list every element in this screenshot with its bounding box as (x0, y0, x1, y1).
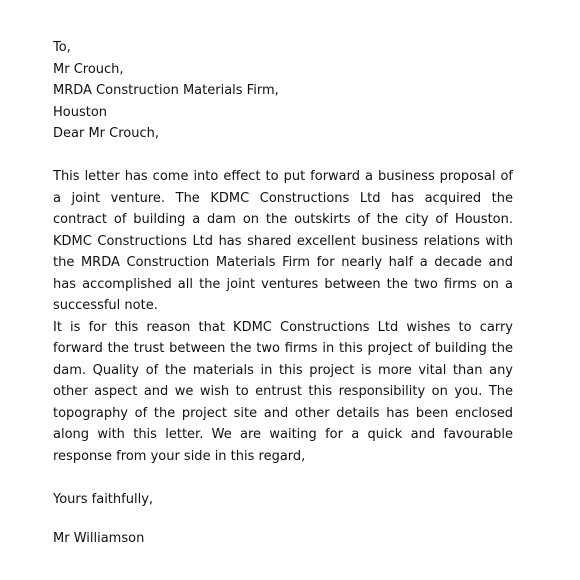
signature-name: Mr Williamson (53, 531, 145, 546)
salutation-to: To, (53, 40, 71, 55)
spacer (53, 510, 513, 528)
recipient-name: Mr Crouch, (53, 61, 124, 77)
spacer (53, 145, 513, 167)
body-paragraph-2: It is for this reason that KDMC Constructions Ltd wishes to carry forward the trust between the two firms in this project of building the dam. Quality of the materials in this project is more vital than any other aspect and we wish to entrust this responsibility on you. The topography of the project site and other details has been enclosed along with this letter. We are waiting for a quick and favourable response from your side in this regard, (53, 319, 513, 464)
spacer (53, 467, 513, 489)
greeting: Dear Mr Crouch, (53, 126, 159, 141)
closing: Yours faithfully, (53, 491, 154, 507)
body-paragraph-1: This letter has come into effect to put forward a business proposal of a joint venture. The KDMC Constructions Ltd has acquired the contract of building a dam on the outskirts of the city of Houston. KDMC Constructions Ltd has shared excellent business relations with the MRDA Construction Materials Firm for nearly half a decade and has accomplished all the joint ventures between the two firms on a successful note. (53, 169, 513, 313)
recipient-company: MRDA Construction Materials Firm, (53, 83, 279, 98)
letter-body (53, 37, 513, 550)
recipient-city: Houston (53, 104, 108, 120)
